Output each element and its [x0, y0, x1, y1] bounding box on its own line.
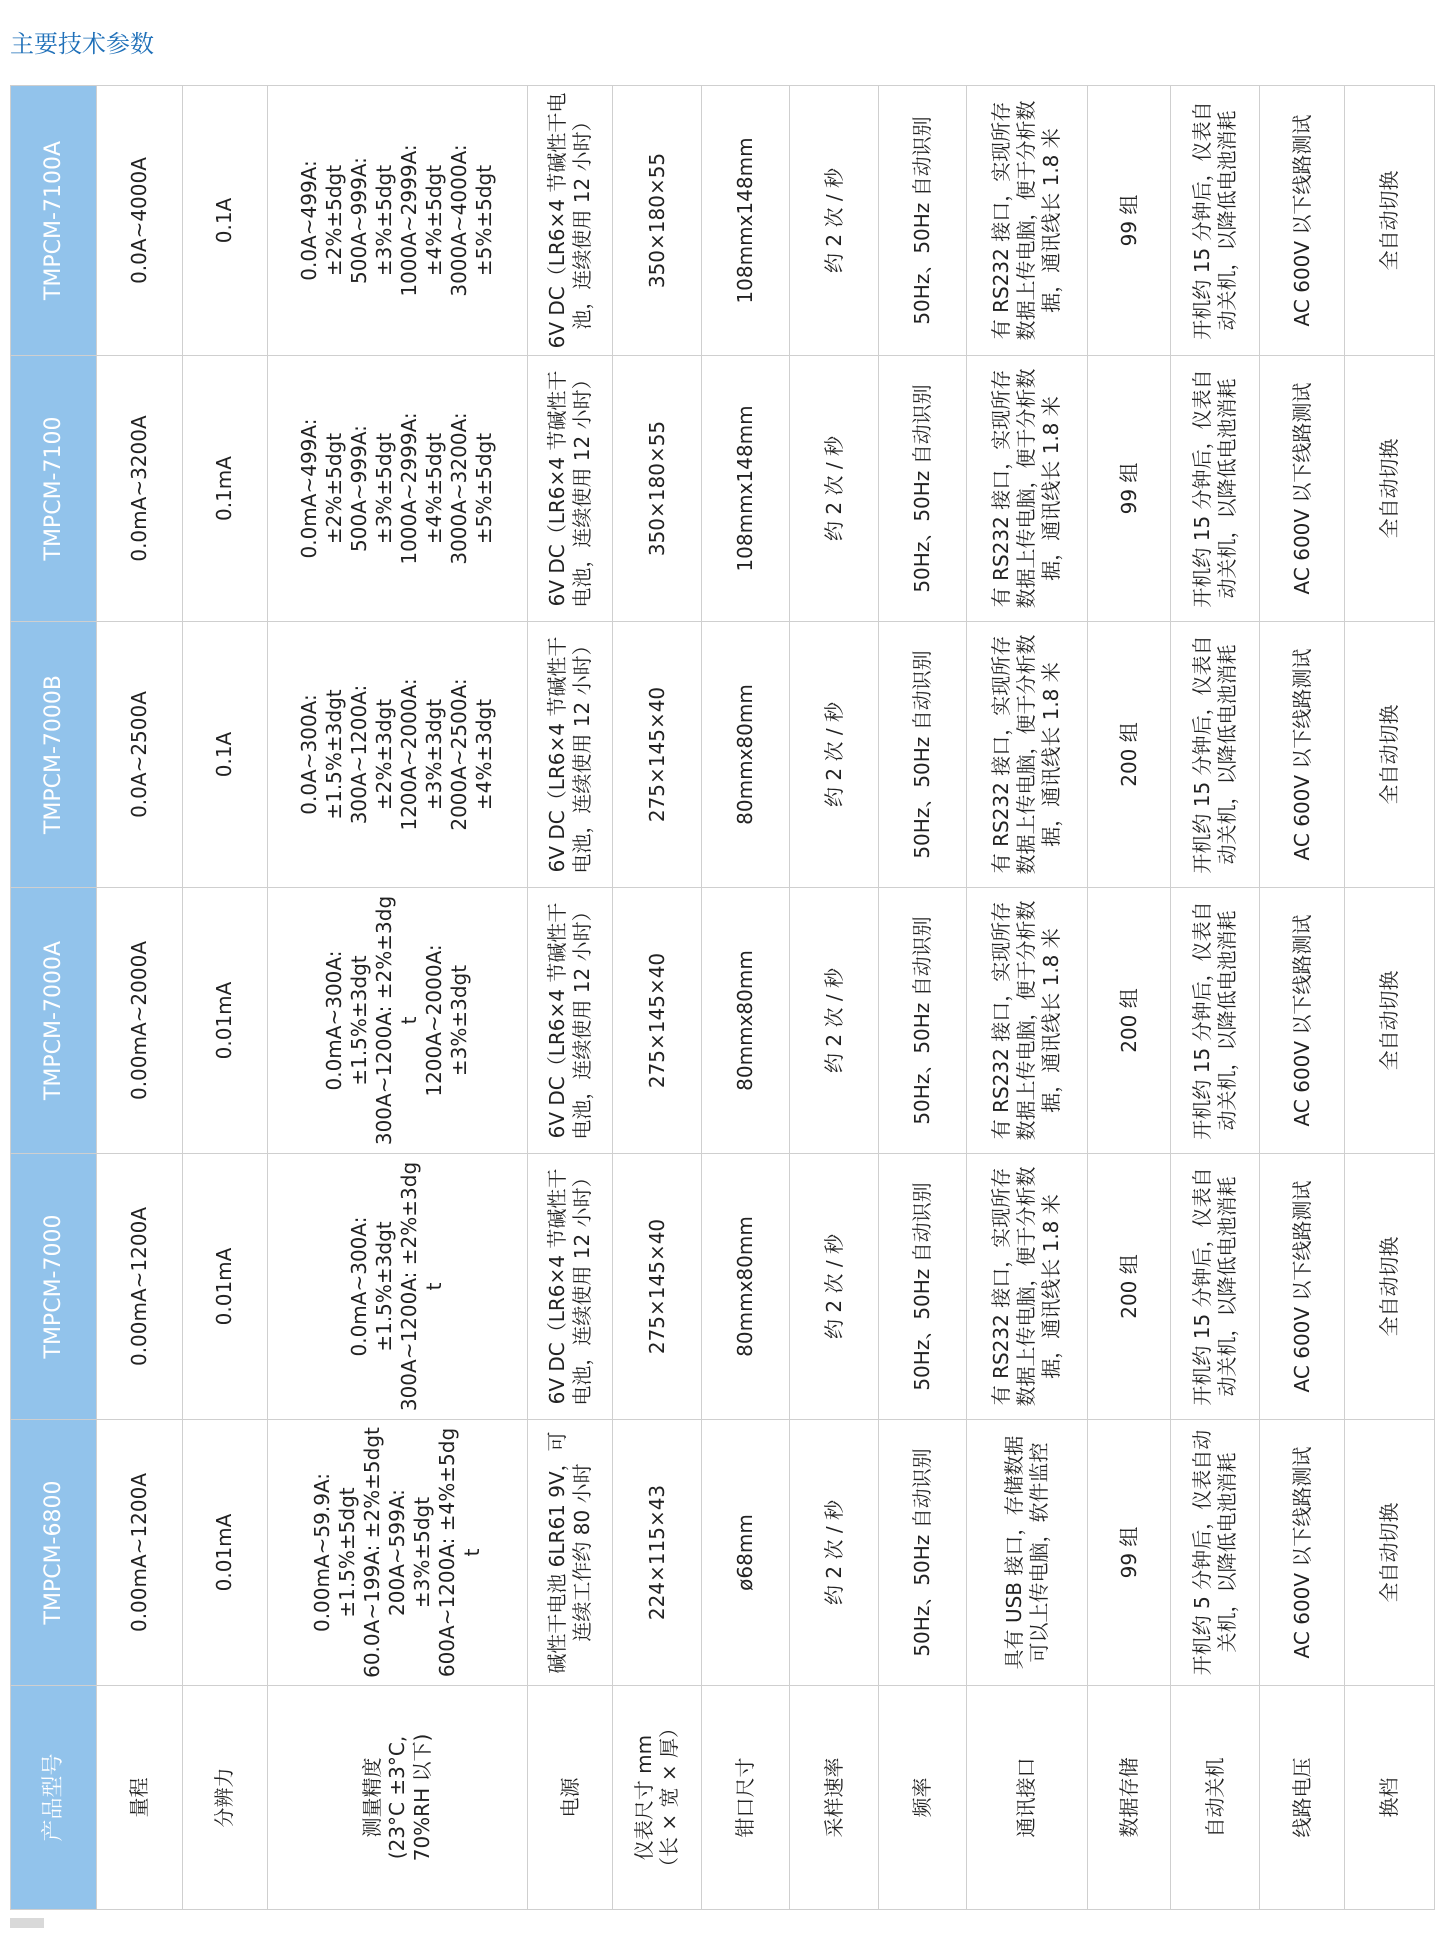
spec-cell: 0.00mA~2000A — [97, 888, 182, 1154]
spec-cell: 350×180×55 — [613, 86, 702, 356]
spec-cell: 6V DC（LR6×4 节碱性干电池，连续使用 12 小时） — [528, 622, 613, 888]
row-label: 产品型号 — [11, 1686, 97, 1910]
spec-cell: 全自动切换 — [1345, 1154, 1435, 1420]
spec-cell: 全自动切换 — [1345, 622, 1435, 888]
spec-cell: 80mmx80mm — [701, 888, 790, 1154]
spec-cell: 50Hz、50Hz 自动识别 — [879, 888, 966, 1154]
table-row — [790, 86, 879, 1910]
spec-cell: 275×145×40 — [613, 888, 702, 1154]
row-label: 数据存储 — [1088, 1686, 1171, 1910]
spec-cell: 约 2 次 / 秒 — [790, 622, 879, 888]
spec-cell: 约 2 次 / 秒 — [790, 86, 879, 356]
spec-cell: AC 600V 以下线路测试 — [1259, 86, 1344, 356]
model-name-cell: TMPCM-7100A — [11, 86, 97, 356]
spec-cell: 约 2 次 / 秒 — [790, 1420, 879, 1686]
row-label: 电源 — [528, 1686, 613, 1910]
spec-cell: 108mmx148mm — [701, 86, 790, 356]
table-header-row — [11, 86, 97, 1910]
table-row — [966, 86, 1088, 1910]
spec-cell: 开机约 15 分钟后，仪表自动关机，以降低电池消耗 — [1171, 622, 1260, 888]
spec-cell: 全自动切换 — [1345, 888, 1435, 1154]
spec-cell: 0.00mA~59.9A: ±1.5%±5dgt 60.0A~199A: ±2%±5dgt 200A~599A: ±3%±5dgt 600A~1200A: ±4%±5dgt — [267, 1420, 527, 1686]
spec-cell: 0.0mA~300A: ±1.5%±3dgt 300A~1200A: ±2%±3dgt — [267, 1154, 527, 1420]
spec-cell: AC 600V 以下线路测试 — [1259, 1420, 1344, 1686]
table-row — [613, 86, 702, 1910]
row-label: 分辨力 — [182, 1686, 267, 1910]
row-label: 线路电压 — [1259, 1686, 1344, 1910]
table-row — [528, 86, 613, 1910]
spec-cell: 350×180×55 — [613, 356, 702, 622]
model-name-cell: TMPCM-7000 — [11, 1154, 97, 1420]
table-row — [1088, 86, 1171, 1910]
model-name-cell: TMPCM-7000B — [11, 622, 97, 888]
spec-cell: 99 组 — [1088, 86, 1171, 356]
spec-cell: 200 组 — [1088, 622, 1171, 888]
spec-cell: 0.0A~2500A — [97, 622, 182, 888]
spec-cell: 0.01mA — [182, 1420, 267, 1686]
spec-cell: 有 RS232 接口，实现所存数据上传电脑，便于分析数据，通讯线长 1.8 米 — [966, 1154, 1088, 1420]
spec-cell: 0.0A~300A: ±1.5%±3dgt 300A~1200A: ±2%±3dgt 1200A~2000A: ±3%±3dgt 2000A~2500A: ±4%±3dgt — [267, 622, 527, 888]
spec-table-container — [10, 86, 1435, 1910]
spec-cell: 约 2 次 / 秒 — [790, 888, 879, 1154]
model-name-cell: TMPCM-6800 — [11, 1420, 97, 1686]
spec-cell: 50Hz、50Hz 自动识别 — [879, 86, 966, 356]
spec-cell: 0.00mA~1200A — [97, 1154, 182, 1420]
table-row — [879, 86, 966, 1910]
spec-cell: 80mmx80mm — [701, 1154, 790, 1420]
spec-cell: 108mmx148mm — [701, 356, 790, 622]
spec-cell: 约 2 次 / 秒 — [790, 356, 879, 622]
spec-cell: 6V DC（LR6×4 节碱性干电池，连续使用 12 小时） — [528, 356, 613, 622]
spec-cell: 224×115×43 — [613, 1420, 702, 1686]
spec-cell: 0.0mA~300A: ±1.5%±3dgt 300A~1200A: ±2%±3dgt 1200A~2000A: ±3%±3dgt — [267, 888, 527, 1154]
spec-cell: 0.0mA~3200A — [97, 356, 182, 622]
spec-cell: 约 2 次 / 秒 — [790, 1154, 879, 1420]
spec-cell: 275×145×40 — [613, 622, 702, 888]
spec-cell: ø68mm — [701, 1420, 790, 1686]
spec-cell: AC 600V 以下线路测试 — [1259, 1154, 1344, 1420]
spec-table — [10, 85, 1435, 1910]
page-title: 主要技术参数 — [10, 30, 154, 58]
spec-cell: 80mmx80mm — [701, 622, 790, 888]
spec-cell: 0.1A — [182, 622, 267, 888]
spec-cell: 全自动切换 — [1345, 356, 1435, 622]
spec-cell: 有 RS232 接口，实现所存数据上传电脑，便于分析数据，通讯线长 1.8 米 — [966, 356, 1088, 622]
spec-cell: 全自动切换 — [1345, 1420, 1435, 1686]
spec-cell: 0.0A~499A: ±2%±5dgt 500A~999A: ±3%±5dgt 1000A~2999A: ±4%±5dgt 3000A~4000A: ±5%±5dgt — [267, 86, 527, 356]
spec-cell: 200 组 — [1088, 888, 1171, 1154]
spec-cell: 0.01mA — [182, 888, 267, 1154]
row-label: 量程 — [97, 1686, 182, 1910]
model-name-cell: TMPCM-7000A — [11, 888, 97, 1154]
spec-cell: 有 RS232 接口，实现所存数据上传电脑，便于分析数据，通讯线长 1.8 米 — [966, 622, 1088, 888]
spec-cell: AC 600V 以下线路测试 — [1259, 888, 1344, 1154]
spec-cell: 开机约 15 分钟后，仪表自动关机，以降低电池消耗 — [1171, 1154, 1260, 1420]
row-label: 测量精度 (23°C ±3°C, 70%RH 以下) — [267, 1686, 527, 1910]
spec-cell: 50Hz、50Hz 自动识别 — [879, 356, 966, 622]
row-label: 采样速率 — [790, 1686, 879, 1910]
table-row — [1345, 86, 1435, 1910]
spec-cell: 50Hz、50Hz 自动识别 — [879, 1420, 966, 1686]
table-row — [267, 86, 527, 1910]
row-label: 钳口尺寸 — [701, 1686, 790, 1910]
row-label: 自动关机 — [1171, 1686, 1260, 1910]
spec-cell: 开机约 15 分钟后，仪表自动关机，以降低电池消耗 — [1171, 888, 1260, 1154]
spec-cell: 开机约 15 分钟后，仪表自动关机，以降低电池消耗 — [1171, 86, 1260, 356]
spec-cell: 50Hz、50Hz 自动识别 — [879, 622, 966, 888]
page-bottom-mark — [10, 1918, 44, 1928]
table-row — [701, 86, 790, 1910]
spec-cell: 有 RS232 接口，实现所存数据上传电脑，便于分析数据，通讯线长 1.8 米 — [966, 888, 1088, 1154]
spec-cell: 具有 USB 接口，存储数据可以上传电脑，软件监控 — [966, 1420, 1088, 1686]
spec-cell: 99 组 — [1088, 1420, 1171, 1686]
spec-cell: 0.01mA — [182, 1154, 267, 1420]
spec-cell: 有 RS232 接口，实现所存数据上传电脑，便于分析数据，通讯线长 1.8 米 — [966, 86, 1088, 356]
spec-cell: AC 600V 以下线路测试 — [1259, 622, 1344, 888]
spec-cell: 0.1A — [182, 86, 267, 356]
spec-cell: 50Hz、50Hz 自动识别 — [879, 1154, 966, 1420]
spec-cell: 0.00mA~1200A — [97, 1420, 182, 1686]
spec-cell: 0.0mA~499A: ±2%±5dgt 500A~999A: ±3%±5dgt 1000A~2999A: ±4%±5dgt 3000A~3200A: ±5%±5dgt — [267, 356, 527, 622]
spec-cell: 0.1mA — [182, 356, 267, 622]
spec-cell: 6V DC（LR6×4 节碱性干电池，连续使用 12 小时） — [528, 1154, 613, 1420]
table-row — [1259, 86, 1344, 1910]
table-row — [1171, 86, 1260, 1910]
spec-cell: 0.0A~4000A — [97, 86, 182, 356]
spec-cell: 6V DC（LR6×4 节碱性干电池，连续使用 12 小时） — [528, 86, 613, 356]
spec-cell: 碱性干电池 6LR61 9V，可连续工作约 80 小时 — [528, 1420, 613, 1686]
row-label: 换档 — [1345, 1686, 1435, 1910]
row-label: 频率 — [879, 1686, 966, 1910]
row-label: 通讯接口 — [966, 1686, 1088, 1910]
spec-cell: 开机约 5 分钟后，仪表自动关机，以降低电池消耗 — [1171, 1420, 1260, 1686]
row-label: 仪表尺寸 mm （长 × 宽 × 厚） — [613, 1686, 702, 1910]
spec-cell: 275×145×40 — [613, 1154, 702, 1420]
spec-cell: 6V DC（LR6×4 节碱性干电池，连续使用 12 小时） — [528, 888, 613, 1154]
spec-cell: 全自动切换 — [1345, 86, 1435, 356]
table-row — [97, 86, 182, 1910]
spec-cell: 200 组 — [1088, 1154, 1171, 1420]
table-row — [182, 86, 267, 1910]
spec-cell: 99 组 — [1088, 356, 1171, 622]
spec-cell: 开机约 15 分钟后，仪表自动关机，以降低电池消耗 — [1171, 356, 1260, 622]
model-name-cell: TMPCM-7100 — [11, 356, 97, 622]
spec-cell: AC 600V 以下线路测试 — [1259, 356, 1344, 622]
